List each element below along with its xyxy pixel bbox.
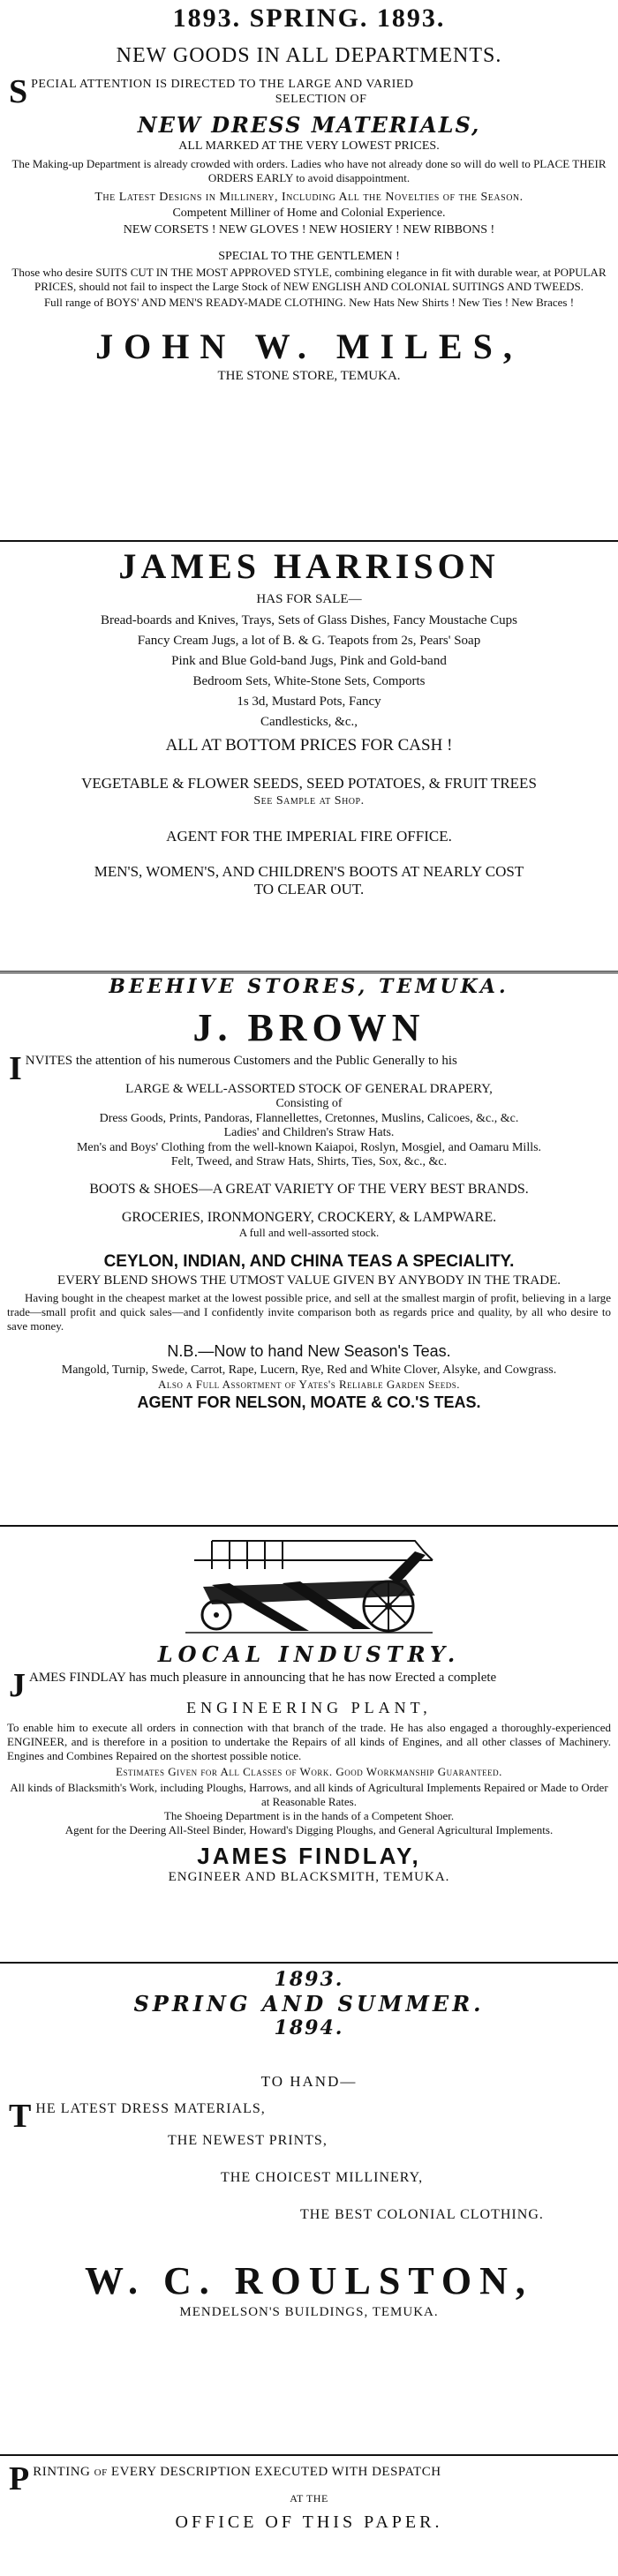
brown-blend: EVERY BLEND SHOWS THE UTMOST VALUE GIVEN BY ANYBODY IN THE TRADE.: [57, 1273, 561, 1288]
brown-banner: BEEHIVE STORES, TEMUKA.: [0, 971, 618, 998]
findlay-advertisement: [0, 1534, 618, 1885]
roulston-item-2: THE NEWEST PRINTS,: [168, 2133, 328, 2148]
divider: [0, 1962, 618, 1964]
roulston-to-hand: TO HAND—: [260, 2073, 358, 2090]
harrison-boots-line-2: TO CLEAR OUT.: [253, 881, 365, 897]
brown-hats: Ladies' and Children's Straw Hats.: [223, 1126, 395, 1139]
miles-gentlemen: SPECIAL TO THE GENTLEMEN !: [218, 250, 400, 263]
brown-advertisement: [0, 971, 618, 1412]
miles-special-attention: [9, 73, 611, 110]
item-line: Candlesticks, &c.,: [260, 715, 358, 729]
drop-cap: T: [9, 2098, 33, 2135]
miles-new-items: NEW CORSETS ! NEW GLOVES ! NEW HOSIERY ! NEW RIBBONS !: [123, 223, 495, 237]
findlay-title: ENGINEER AND BLACKSMITH, TEMUKA.: [168, 1870, 450, 1884]
miles-address: THE STONE STORE, TEMUKA.: [217, 369, 401, 383]
miles-lowest-prices: ALL MARKED AT THE VERY LOWEST PRICES.: [178, 139, 440, 153]
printing-office: OFFICE OF THIS PAPER.: [175, 2512, 443, 2532]
harrison-bottom-prices: ALL AT BOTTOM PRICES FOR CASH !: [165, 736, 453, 755]
harrison-advertisement: [0, 545, 618, 898]
harrison-agent: AGENT FOR THE IMPERIAL FIRE OFFICE.: [166, 828, 452, 845]
printing-text: RINTING of EVERY DESCRIPTION EXECUTED WITH DESPATCH: [33, 2465, 441, 2479]
brown-goods: Dress Goods, Prints, Pandoras, Flannellettes, Cretonnes, Muslins, Calicoes, &c., &c.: [99, 1112, 519, 1125]
findlay-enable: To enable him to execute all orders in connection with that branch of the trade. He has also engaged a thoroughly-experienced ENGINEER, and is therefore in a position to undertake the Repairs of all kinds of Engines, and all other classes of Machinery. Engines and Combines Repaired on the shortest possible notice.: [7, 1721, 611, 1762]
drop-cap: S: [9, 73, 28, 110]
harrison-items: [0, 611, 618, 732]
selection-of-line: SELECTION OF: [275, 93, 367, 106]
roulston-season: SPRING AND SUMMER.: [133, 1991, 485, 2016]
miles-milliner: Competent Milliner of Home and Colonial Experience.: [172, 207, 446, 220]
roulston-advertisement: [0, 1968, 618, 2320]
brown-clothing: Men's and Boys' Clothing from the well-known Kaiapoi, Roslyn, Mosgiel, and Oamaru Mills.: [76, 1141, 542, 1154]
brown-agent: AGENT FOR NELSON, MOATE & CO.'S TEAS.: [137, 1393, 481, 1411]
roulston-item-1: [9, 2098, 618, 2135]
brown-yates: Also a Full Assortment of Yates's Reliable Garden Seeds.: [157, 1378, 461, 1391]
printing-advertisement: [0, 2460, 618, 2533]
item-text: HE LATEST DRESS MATERIALS,: [35, 2101, 266, 2116]
brown-consisting: Consisting of: [275, 1097, 343, 1110]
miles-millinery: The Latest Designs in Millinery, Including All the Novelties of the Season.: [94, 191, 524, 204]
harrison-for-sale: HAS FOR SALE—: [256, 592, 362, 606]
printing-at-the: AT THE: [290, 2492, 328, 2505]
brown-stock: LARGE & WELL-ASSORTED STOCK OF GENERAL DRAPERY,: [125, 1082, 493, 1096]
divider: [0, 1525, 618, 1527]
miles-new-goods: NEW GOODS IN ALL DEPARTMENTS.: [116, 44, 502, 67]
findlay-heading: LOCAL INDUSTRY.: [157, 1641, 461, 1667]
invites-text: NVITES the attention of his numerous Customers and the Public Generally to his: [25, 1054, 457, 1068]
findlay-deering: Agent for the Deering All-Steel Binder, Howard's Digging Ploughs, and General Agricultural Implements.: [64, 1823, 554, 1836]
brown-name: J. BROWN: [192, 1006, 426, 1049]
intro-text: AMES FINDLAY has much pleasure in announcing that he has now Erected a complete: [29, 1671, 497, 1685]
plough-illustration: [177, 1534, 441, 1638]
brown-mangold: Mangold, Turnip, Swede, Carrot, Rape, Lucern, Rye, Red and White Clover, Alsyke, and Cowgrass.: [61, 1363, 557, 1377]
special-attention-line: PECIAL ATTENTION IS DIRECTED TO THE LARGE AND VARIED: [31, 78, 414, 91]
miles-heading: 1893. SPRING. 1893.: [172, 4, 446, 33]
harrison-seeds: VEGETABLE & FLOWER SEEDS, SEED POTATOES, & FRUIT TREES: [81, 775, 537, 792]
brown-boots: BOOTS & SHOES—A GREAT VARIETY OF THE VERY BEST BRANDS.: [89, 1182, 529, 1197]
harrison-sample: See Sample at Shop.: [253, 794, 365, 807]
item-line: Fancy Cream Jugs, a lot of B. & G. Teapots from 2s, Pears' Soap: [137, 634, 481, 648]
item-line: Pink and Blue Gold-band Jugs, Pink and Gold-band: [171, 654, 447, 668]
miles-name: JOHN W. MILES,: [95, 327, 523, 366]
divider: [0, 540, 618, 542]
harrison-boots: MEN'S, WOMEN'S, AND CHILDREN'S BOOTS AT NEARLY COST: [94, 863, 524, 880]
roulston-item-4: THE BEST COLONIAL CLOTHING.: [300, 2207, 544, 2222]
brown-teas: CEYLON, INDIAN, AND CHINA TEAS A SPECIALITY.: [103, 1252, 515, 1271]
drop-cap: P: [9, 2460, 30, 2497]
roulston-year-2: 1894.: [274, 2016, 344, 2039]
brown-felt: Felt, Tweed, and Straw Hats, Shirts, Ties, Sox, &c., &c.: [170, 1155, 448, 1168]
roulston-item-3: THE CHOICEST MILLINERY,: [221, 2170, 424, 2185]
findlay-intro: [9, 1667, 611, 1704]
harrison-name: JAMES HARRISON: [118, 546, 500, 586]
divider: [0, 2454, 618, 2456]
drop-cap: I: [9, 1050, 22, 1087]
roulston-address: MENDELSON'S BUILDINGS, TEMUKA.: [179, 2305, 439, 2319]
findlay-shoeing: The Shoeing Department is in the hands of a Competent Shoer.: [163, 1809, 455, 1822]
roulston-year-1: 1893.: [274, 1968, 344, 1991]
drop-cap: J: [9, 1667, 26, 1704]
findlay-name: JAMES FINDLAY,: [197, 1843, 421, 1869]
miles-boys: Full range of BOYS' AND MEN'S READY-MADE CLOTHING. New Hats New Shirts ! New Ties ! New Braces !: [43, 296, 575, 309]
miles-making-up: The Making-up Department is already crowded with orders. Ladies who have not already done so will do well to PLACE THEIR ORDERS EARLY to avoid disappointment.: [11, 157, 607, 184]
findlay-estimates: Estimates Given for All Classes of Work. Good Workmanship Guaranteed.: [116, 1765, 502, 1778]
roulston-name: W. C. ROULSTON,: [85, 2259, 533, 2302]
brown-well-assorted: A full and well-assorted stock.: [238, 1226, 380, 1239]
miles-advertisement: [0, 0, 618, 384]
miles-suits: Those who desire SUITS CUT IN THE MOST APPROVED STYLE, combining elegance in fit with durable wear, at POPULAR PRICES, should not fail to inspect the Large Stock of NEW ENGLISH AND COLONIAL SUITINGS AND TWEEDS.: [11, 266, 607, 293]
brown-groceries: GROCERIES, IRONMONGERY, CROCKERY, & LAMPWARE.: [121, 1210, 497, 1225]
brown-invites: [9, 1050, 611, 1087]
item-line: 1s 3d, Mustard Pots, Fancy: [237, 695, 381, 709]
printing-line-1: [9, 2460, 611, 2497]
brown-nb: N.B.—Now to hand New Season's Teas.: [167, 1342, 451, 1360]
findlay-blacksmith: All kinds of Blacksmith's Work, including Ploughs, Harrows, and all kinds of Agricultural Implements Repaired or Made to Order at Reasonable Rates.: [10, 1781, 608, 1808]
item-line: Bedroom Sets, White-Stone Sets, Comports: [192, 674, 426, 688]
findlay-plant: ENGINEERING PLANT,: [186, 1699, 432, 1716]
miles-dress-materials: NEW DRESS MATERIALS,: [137, 112, 481, 138]
brown-bought: Having bought in the cheapest market at the lowest possible price, and sell at the smallest margin of profit, believing in a large trade—small profit and quick sales—and I confidently invite comparison both as regards price and quality, by all who desire to save money.: [7, 1291, 611, 1333]
item-line: Bread-boards and Knives, Trays, Sets of Glass Dishes, Fancy Moustache Cups: [100, 613, 518, 627]
